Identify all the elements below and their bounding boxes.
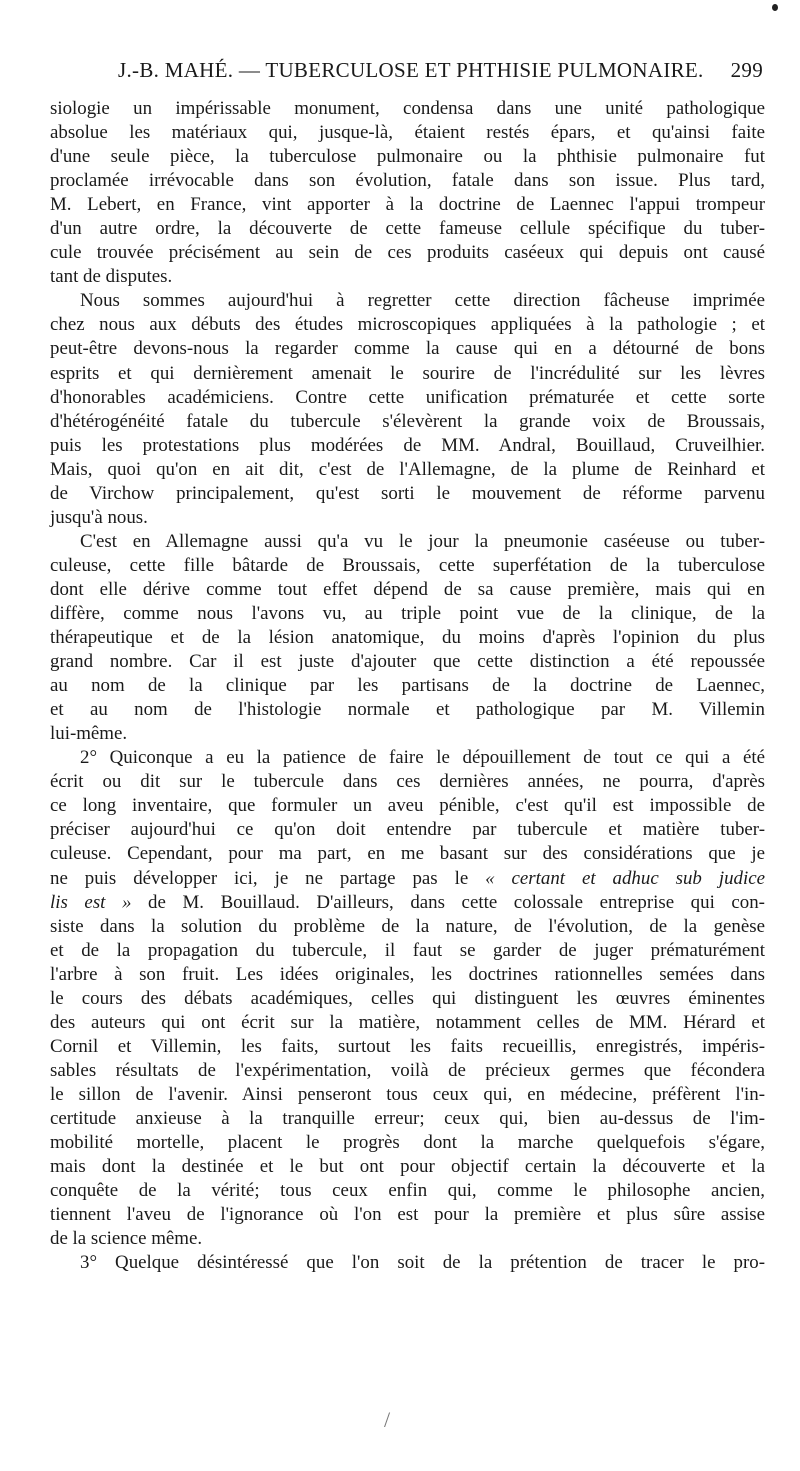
page-number: 299: [730, 58, 763, 82]
text-line: de la science même.: [50, 1228, 203, 1250]
paragraph-start-line: C'est en Allemagne aussi qu'a vu le jour la pneumonie caséeuse ou tuber-: [80, 530, 765, 552]
text-line: au nom de la clinique par les partisans de la doctrine de Laennec,: [50, 675, 765, 697]
text-line: cule trouvée précisément au sein de ces produits caséeux qui depuis ont causé: [50, 242, 765, 264]
text-line: Mais, quoi qu'on en ait dit, c'est de l'Allemagne, de la plume de Reinhard et: [50, 458, 765, 480]
text-line: tiennent l'aveu de l'ignorance où l'on est pour la première et plus sûre assise: [50, 1204, 765, 1226]
text-line: culeuse. Cependant, pour ma part, en me basant sur des considérations que je: [50, 843, 765, 865]
text-line: des auteurs qui ont écrit sur la matière, notamment celles de MM. Hérard et: [50, 1011, 765, 1033]
text-line: dont elle dérive comme tout effet dépend de sa cause première, mais qui en: [50, 578, 765, 600]
page-mark: /: [384, 1407, 391, 1432]
text-line: certitude anxieuse à la tranquille erreur; ceux qui, bien au-dessus de l'im-: [50, 1107, 765, 1129]
latin-quote: « certant et adhuc sub judice: [485, 867, 765, 889]
text-line: culeuse, cette fille bâtarde de Broussais, cette superfétation de la tuberculose: [50, 554, 765, 576]
text-line: lui-même.: [50, 723, 128, 745]
text-line: puis les protestations plus modérées de MM. Andral, Bouillaud, Cruveilhier.: [50, 434, 765, 456]
text-line: proclamée irrévocable dans son évolution, fatale dans son issue. Plus tard,: [50, 170, 765, 192]
text-line: absolue les matériaux qui, jusque-là, étaient restés épars, et qu'ainsi faite: [50, 122, 765, 144]
text-line: Cornil et Villemin, les faits, surtout les faits recueillis, enregistrés, impéris-: [50, 1035, 765, 1057]
text-line: ce long inventaire, que formuler un aveu pénible, c'est qu'il est impossible de: [50, 795, 765, 817]
text-segment: ne puis développer ici, je ne partage pas le: [50, 867, 469, 889]
text-line-with-quote: [50, 867, 765, 891]
text-line: l'arbre à son fruit. Les idées originales, les doctrines rationnelles semées dans: [50, 963, 765, 985]
text-line: thérapeutique et de la lésion anatomique, du moins d'après l'opinion du plus: [50, 627, 765, 649]
text-line: grand nombre. Car il est juste d'ajouter que cette distinction a été repoussée: [50, 651, 765, 673]
text-line: et de la propagation du tubercule, il faut se garder de juger prématurément: [50, 939, 765, 961]
text-line: et au nom de l'histologie normale et pathologique par M. Villemin: [50, 699, 765, 721]
text-line: conquête de la vérité; tous ceux enfin qui, comme le philosophe ancien,: [50, 1180, 765, 1202]
text-line: chez nous aux débuts des études microscopiques appliquées à la pathologie ; et: [50, 314, 765, 336]
text-line: de Virchow principalement, qu'est sorti le mouvement de réforme parvenu: [50, 482, 765, 504]
text-line: M. Lebert, en France, vint apporter à la doctrine de Laennec l'appui trompeur: [50, 194, 765, 216]
paragraph-start-line: 3° Quelque désintéressé que l'on soit de la prétention de tracer le pro-: [80, 1252, 765, 1274]
text-line: mais dont la destinée et le but ont pour objectif certain la découverte et la: [50, 1156, 765, 1178]
text-line: le sillon de l'avenir. Ainsi penseront tous ceux qui, en médecine, préfèrent l'in-: [50, 1083, 765, 1105]
body-text: [50, 97, 765, 1275]
latin-quote-end: lis est »: [50, 891, 132, 913]
running-head: [118, 58, 763, 88]
text-line: tant de disputes.: [50, 266, 173, 288]
text-line: diffère, comme nous l'avons vu, au triple point vue de la clinique, de la: [50, 602, 765, 624]
paragraph-start-line: 2° Quiconque a eu la patience de faire le dépouillement de tout ce qui a été: [80, 747, 765, 769]
text-line: le cours des débats académiques, celles qui distinguent les œuvres éminentes: [50, 987, 765, 1009]
text-line: d'honorables académiciens. Contre cette unification prématurée et cette sorte: [50, 386, 765, 408]
text-line: écrit ou dit sur le tubercule dans ces dernières années, ne pourra, d'après: [50, 771, 765, 793]
text-line: d'hétérogénéité fatale du tubercule s'élevèrent la grande voix de Broussais,: [50, 410, 765, 432]
text-line: jusqu'à nous.: [50, 506, 148, 528]
text-line: mobilité mortelle, placent le progrès dont la marche quelquefois s'égare,: [50, 1132, 765, 1154]
text-line: siste dans la solution du problème de la nature, de l'évolution, de la genèse: [50, 915, 765, 937]
paragraph-start-line: Nous sommes aujourd'hui à regretter cette direction fâcheuse imprimée: [80, 290, 765, 312]
text-line: d'une seule pièce, la tuberculose pulmonaire ou la phthisie pulmonaire fut: [50, 146, 765, 168]
text-line: d'un autre ordre, la découverte de cette fameuse cellule spécifique du tuber-: [50, 218, 765, 240]
text-line: peut-être devons-nous la regarder comme la cause qui en a détourné de bons: [50, 338, 765, 360]
running-title: J.-B. MAHÉ. — TUBERCULOSE ET PHTHISIE PULMONAIRE.: [118, 58, 704, 82]
text-line: préciser aujourd'hui ce qu'on doit entendre par tubercule et matière tuber-: [50, 819, 765, 841]
text-line-with-quote: [50, 891, 765, 915]
text-segment: de M. Bouillaud. D'ailleurs, dans cette colossale entreprise qui con-: [148, 891, 765, 913]
text-line: siologie un impérissable monument, condensa dans une unité pathologique: [50, 98, 765, 119]
ink-dot: [772, 4, 778, 11]
text-line: sables résultats de l'expérimentation, voilà de précieux germes que fécondera: [50, 1059, 765, 1081]
text-line: esprits et qui dernièrement amenait le sourire de l'incrédulité sur les lèvres: [50, 362, 765, 384]
